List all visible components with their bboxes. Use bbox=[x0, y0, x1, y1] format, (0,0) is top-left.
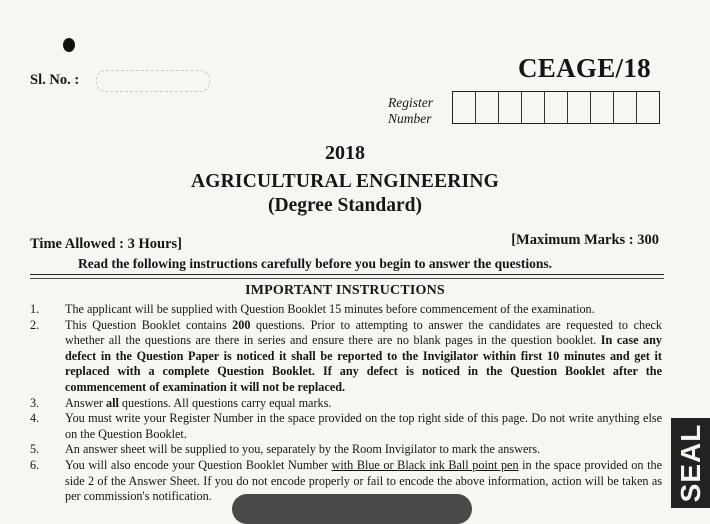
underlined-run: with Blue or Black ink Ball point pen bbox=[331, 457, 519, 472]
register-digit-box bbox=[614, 92, 637, 123]
register-label-line-1: Register bbox=[388, 95, 433, 110]
text-run: in the space provided on the side 2 of the Answer Sheet. If you do not encode properly or fail to encode the above information, action will be taken as per commission's notification. bbox=[65, 457, 662, 504]
register-digit-box bbox=[568, 92, 591, 123]
bold-run: In case any defect in the Question Paper is noticed it shall be reported to the Invigilator within first 10 minutes and get it replaced with a complete Question Booklet. If any defect is noticed in the Question Booklet after the commencement of examination it will not be replaced. bbox=[65, 333, 662, 394]
instruction-item bbox=[30, 411, 662, 442]
register-digit-box bbox=[522, 92, 545, 123]
divider bbox=[30, 274, 664, 275]
register-digit-box bbox=[453, 92, 476, 123]
register-digit-box bbox=[545, 92, 568, 123]
seal-label: SEAL bbox=[674, 423, 706, 503]
instruction-number: 1. bbox=[30, 302, 40, 316]
register-digit-box bbox=[591, 92, 614, 123]
instructions-heading: IMPORTANT INSTRUCTIONS bbox=[245, 283, 445, 298]
register-digit-box bbox=[476, 92, 499, 123]
instruction-item bbox=[30, 442, 662, 458]
bold-run: 200 bbox=[232, 317, 251, 332]
text-run: questions. Prior to attempting to answer the candidates are requested to check whether all the questions are there in series and ensure there are no blank pages in the question booklet. bbox=[65, 317, 662, 348]
seal-tab bbox=[671, 418, 710, 508]
register-digit-box bbox=[499, 92, 522, 123]
instruction-item bbox=[30, 318, 662, 396]
register-number-boxes bbox=[452, 91, 660, 124]
text-run: This Question Booklet contains bbox=[65, 317, 233, 332]
ink-dot bbox=[63, 38, 75, 52]
exam-year: 2018 bbox=[325, 142, 365, 164]
instructions-list bbox=[30, 302, 662, 505]
bold-run: all bbox=[105, 395, 119, 410]
instruction-number: 5. bbox=[30, 442, 40, 457]
exam-standard: (Degree Standard) bbox=[268, 195, 422, 216]
instruction-number: 3. bbox=[30, 395, 40, 410]
read-instructions-note: Read the following instructions carefully before you begin to answer the questions. bbox=[78, 256, 553, 271]
divider bbox=[30, 278, 664, 279]
serial-number-label: Sl. No. : bbox=[30, 72, 80, 88]
instruction-text: The applicant will be supplied with Question Booklet 15 minutes before commencement of the examination. bbox=[65, 302, 595, 316]
text-run: questions. All questions carry equal marks. bbox=[118, 395, 332, 410]
viewer-toolbar[interactable] bbox=[232, 494, 472, 524]
booklet-code: CEAGE/18 bbox=[518, 53, 651, 83]
instruction-item bbox=[30, 396, 662, 412]
instruction-number: 2. bbox=[30, 317, 40, 332]
time-allowed: Time Allowed : 3 Hours] bbox=[30, 236, 182, 252]
register-number-label bbox=[388, 95, 433, 127]
instruction-text: You must write your Register Number in the space provided on the top right side of this page. Do not write anything else on the Question Booklet. bbox=[65, 411, 662, 441]
instruction-number: 6. bbox=[30, 457, 40, 472]
maximum-marks: [Maximum Marks : 300 bbox=[511, 232, 659, 248]
register-digit-box bbox=[637, 92, 659, 123]
serial-number-value-redacted bbox=[96, 70, 210, 92]
instruction-item bbox=[30, 302, 662, 318]
instruction-text bbox=[65, 318, 662, 396]
instruction-text bbox=[65, 396, 662, 412]
instruction-number: 4. bbox=[30, 411, 40, 426]
register-label-line-2: Number bbox=[388, 111, 432, 126]
text-run: Answer bbox=[65, 395, 106, 410]
text-run: You will also encode your Question Booklet Number bbox=[65, 457, 332, 472]
instruction-text: An answer sheet will be supplied to you, separately by the Room Invigilator to mark the answers. bbox=[65, 442, 541, 457]
exam-subject: AGRICULTURAL ENGINEERING bbox=[190, 171, 500, 192]
